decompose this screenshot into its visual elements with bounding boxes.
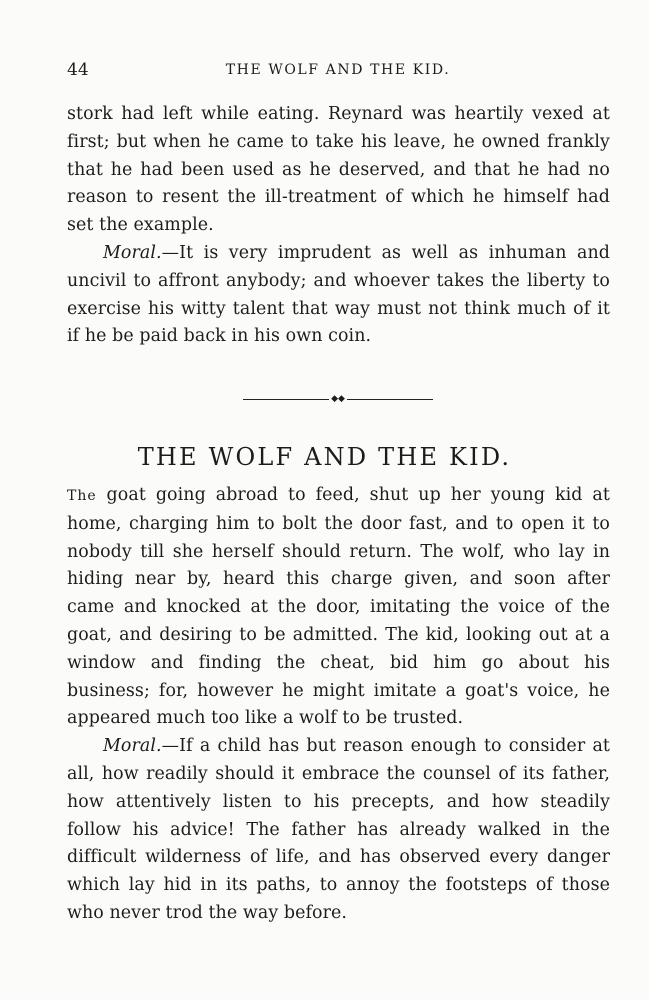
moral-label: Moral. bbox=[103, 736, 162, 757]
section-divider bbox=[243, 396, 433, 404]
fable-title: THE WOLF AND THE KID. bbox=[137, 443, 512, 471]
moral-text: —If a child has but reason enough to consider at all, how readily should it embrace the counsel of its father, how attentively listen to his precepts, and how steadily follow his advice! The father has already walked in the difficult wilderness of life, and has observed every danger which lay hid in its paths, to annoy the footsteps of those who never trod the way before. bbox=[67, 736, 610, 923]
diamond-ornament-icon: ◆◆ bbox=[331, 394, 345, 404]
fable-text bbox=[67, 482, 610, 928]
divider-rule-right bbox=[347, 399, 433, 400]
fable-body: goat going abroad to feed, shut up her young kid at home, charging him to bolt the door fast, and to open it to nobody till she herself should return. The wolf, who lay in hiding near by, heard this charge given, and soon after came and knocked at the door, imitating the voice of the goat, and desiring to be admitted. The kid, looking out at a window and finding the cheat, bid him go about his business; for, however he might imitate a goat's voice, he appeared much too like a wolf to be trusted. bbox=[67, 485, 610, 729]
fable-lead-word: The bbox=[67, 488, 97, 504]
fable-paragraph bbox=[67, 482, 610, 733]
previous-fable-paragraph: stork had left while eating. Reynard was heartily vexed at first; but when he came to take his leave, he owned frankly that he had been used as he deserved, and that he had no reason to resent the ill-treatment of which he himself had set the example. bbox=[67, 104, 610, 236]
previous-fable-ending bbox=[67, 101, 610, 351]
moral-label: Moral. bbox=[103, 242, 162, 263]
page-number: 44 bbox=[67, 60, 89, 80]
moral-text: —It is very imprudent as well as inhuman and uncivil to affront anybody; and whoever takes the liberty to exercise his witty talent that way must not think much of it if he be paid back in his own coin. bbox=[67, 242, 610, 347]
divider-rule-left bbox=[243, 399, 329, 400]
fable-moral bbox=[67, 733, 610, 928]
previous-fable-moral bbox=[67, 240, 610, 351]
running-header bbox=[67, 60, 609, 84]
running-title: THE WOLF AND THE KID. bbox=[225, 62, 451, 78]
